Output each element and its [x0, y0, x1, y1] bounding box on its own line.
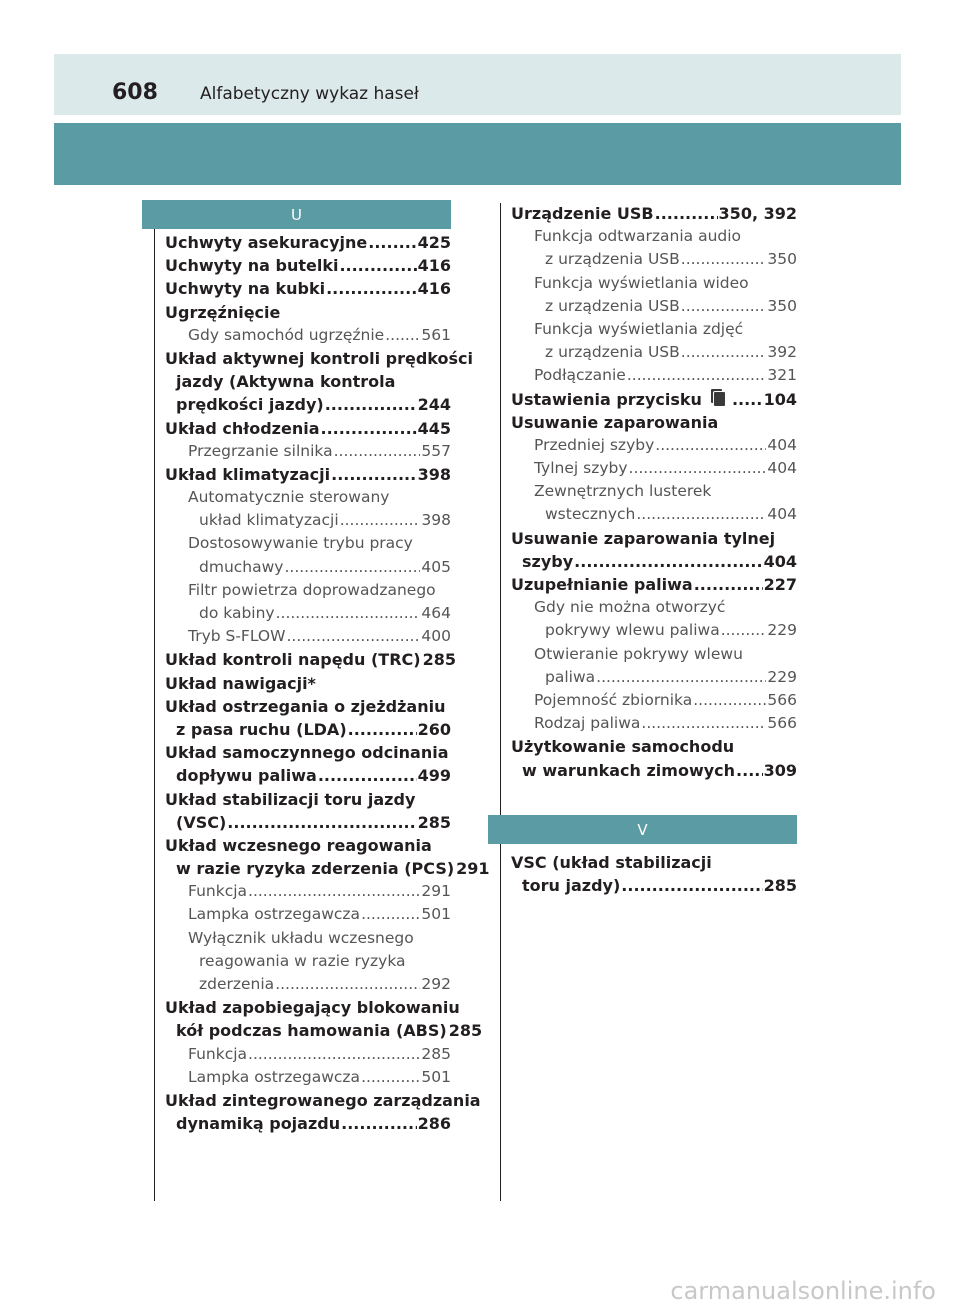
leader-dots — [341, 1112, 416, 1135]
index-column-right-v — [511, 851, 797, 897]
index-entry — [511, 689, 797, 712]
entry-text: Użytkowanie samochodu — [511, 737, 735, 757]
entry-text: Tryb S-FLOW — [188, 627, 286, 646]
index-entry — [165, 532, 451, 555]
leader-dots — [368, 231, 416, 254]
index-entry — [165, 625, 451, 648]
page-title: Alfabetyczny wykaz haseł — [200, 84, 419, 104]
entry-text: Rodzaj paliwa — [534, 714, 641, 733]
entry-page-number: 445 — [417, 418, 451, 438]
index-entry — [165, 277, 451, 300]
leader-dots — [621, 874, 762, 897]
entry-page-number: 501 — [421, 1067, 451, 1086]
leader-dots — [655, 202, 718, 225]
leader-dots — [694, 573, 763, 596]
leader-dots — [276, 602, 421, 625]
index-entry — [165, 556, 451, 579]
index-entry — [165, 1112, 451, 1135]
entry-page-number: 309 — [763, 760, 797, 780]
entry-page-number: 501 — [421, 905, 451, 924]
index-entry — [165, 811, 451, 834]
leader-dots — [693, 689, 766, 712]
index-entry — [165, 834, 451, 857]
index-entry — [165, 602, 451, 625]
index-entry — [165, 324, 451, 347]
entry-text: Układ nawigacji* — [165, 673, 316, 693]
index-entry — [165, 1043, 451, 1066]
index-column-left — [165, 231, 490, 1135]
leader-dots — [348, 718, 417, 741]
index-entry — [165, 927, 451, 950]
index-entry — [165, 880, 451, 903]
index-entry — [511, 735, 797, 758]
leader-dots — [721, 619, 767, 642]
entry-page-number: 392 — [767, 343, 797, 362]
index-entry — [165, 347, 473, 370]
entry-text: Gdy nie można otworzyć — [534, 598, 726, 617]
entry-text: z urządzenia USB — [545, 343, 680, 362]
entry-text: dopływu paliwa — [176, 766, 317, 786]
index-entry — [165, 672, 451, 695]
entry-text: paliwa — [545, 667, 596, 686]
index-entry — [165, 417, 451, 440]
entry-text: w warunkach zimowych — [522, 760, 736, 780]
index-entry — [511, 596, 797, 619]
entry-text: Automatycznie sterowany — [188, 488, 390, 507]
entry-text: Uchwyty asekuracyjne — [165, 233, 368, 252]
entry-text: Układ aktywnej kontroli prędkości — [165, 348, 473, 368]
leader-dots — [227, 811, 416, 834]
entry-text: Ustawienia przycisku — [511, 389, 702, 409]
leader-dots — [574, 550, 762, 573]
index-entry — [511, 851, 797, 874]
entry-page-number: 291 — [456, 859, 490, 879]
entry-page-number: 321 — [767, 366, 797, 385]
entry-page-number: 416 — [417, 279, 451, 299]
index-entry — [511, 411, 797, 434]
leader-dots — [681, 341, 767, 364]
entry-text: Tylnej szyby — [534, 459, 628, 478]
index-entry — [511, 364, 797, 387]
index-entry — [511, 272, 797, 295]
index-entry — [165, 857, 490, 880]
entry-page-number: 285 — [763, 876, 797, 896]
leader-dots — [331, 463, 416, 486]
entry-text: Przedniej szyby — [534, 435, 655, 454]
entry-text: Układ stabilizacji toru jazdy — [165, 789, 416, 809]
entry-page-number: 350 — [767, 250, 797, 269]
entry-text: Uchwyty na butelki — [165, 256, 339, 276]
entry-page-number: 398 — [417, 464, 451, 484]
index-entry — [511, 341, 797, 364]
index-column-right — [511, 202, 797, 782]
leader-dots — [629, 457, 767, 480]
entry-text: Układ zapobiegający blokowaniu — [165, 998, 460, 1018]
entry-page-number: 404 — [767, 459, 797, 478]
entry-page-number: 227 — [763, 575, 797, 594]
entry-text: Ugrzęźnięcie — [165, 302, 281, 322]
entry-page-number: 404 — [767, 505, 797, 524]
entry-page-number: 405 — [421, 557, 451, 576]
index-entry — [165, 996, 460, 1019]
index-entry — [165, 1019, 483, 1042]
watermark-text: carmanualsonline.info — [670, 1277, 936, 1305]
entry-page-number: 404 — [763, 551, 797, 571]
leader-dots — [361, 1066, 420, 1089]
index-entry — [165, 695, 451, 718]
entry-text: Uchwyty na kubki — [165, 279, 326, 299]
entry-page-number: 350, 392 — [718, 204, 797, 223]
index-entry — [511, 503, 797, 526]
index-entry — [511, 619, 797, 642]
entry-text: Układ samoczynnego odcinania — [165, 743, 449, 763]
index-entry — [511, 643, 797, 666]
leader-dots — [284, 556, 420, 579]
index-entry — [511, 480, 797, 503]
section-heading-u: U — [142, 200, 451, 229]
leader-dots — [732, 388, 763, 411]
page-number: 608 — [112, 80, 158, 105]
entry-page-number: 260 — [417, 719, 451, 739]
index-entry — [165, 764, 451, 787]
index-entry — [165, 393, 451, 416]
index-entry — [511, 759, 797, 782]
entry-text: Usuwanie zaparowania tylnej — [511, 528, 776, 548]
entry-page-number: 229 — [767, 667, 797, 686]
leader-dots — [275, 973, 420, 996]
entry-text: Układ klimatyzacji — [165, 464, 331, 484]
leader-dots — [320, 417, 416, 440]
index-entry — [165, 903, 451, 926]
entry-page-number: 104 — [763, 389, 797, 409]
index-entry — [511, 550, 797, 573]
entry-text: Układ ostrzegania o zjeżdżaniu — [165, 696, 446, 716]
entry-page-number: 404 — [767, 435, 797, 454]
leader-dots — [248, 1043, 420, 1066]
entry-page-number: 285 — [421, 1044, 451, 1063]
entry-text: wstecznych — [545, 505, 636, 524]
entry-page-number: 286 — [417, 1114, 451, 1134]
entry-text: w razie ryzyka zderzenia (PCS) — [176, 859, 455, 879]
entry-text: kół podczas hamowania (ABS) — [176, 1021, 447, 1041]
index-entry — [511, 225, 797, 248]
entry-text: z urządzenia USB — [545, 250, 680, 269]
entry-text: Urządzenie USB — [511, 204, 654, 223]
entry-page-number: 425 — [417, 233, 451, 252]
index-entry — [511, 248, 797, 271]
left-column-rule — [154, 228, 155, 1201]
entry-text: Dostosowywanie trybu pracy — [188, 534, 413, 553]
entry-text: dynamiką pojazdu — [176, 1114, 341, 1134]
index-entry — [511, 666, 797, 689]
index-entry — [165, 463, 451, 486]
index-entry — [165, 1089, 481, 1112]
leader-dots — [326, 277, 417, 300]
entry-text: VSC (układ stabilizacji — [511, 853, 712, 872]
leader-dots — [596, 666, 766, 689]
header-band — [54, 123, 901, 185]
entry-text: zderzenia — [199, 975, 275, 993]
index-entry — [511, 434, 797, 457]
leader-dots — [385, 324, 420, 347]
index-entry — [511, 527, 797, 550]
index-entry — [165, 254, 451, 277]
index-entry — [165, 648, 456, 671]
entry-page-number: 561 — [421, 325, 451, 344]
index-entry — [511, 874, 797, 897]
entry-text: z pasa ruchu (LDA) — [176, 719, 347, 739]
section-heading-v: V — [488, 815, 797, 844]
entry-page-number: 416 — [417, 256, 451, 276]
entry-text: Przegrzanie silnika — [188, 441, 333, 460]
leader-dots — [334, 440, 421, 463]
entry-text: do kabiny — [199, 604, 275, 622]
leader-dots — [286, 625, 420, 648]
entry-text: jazdy (Aktywna kontrola — [176, 372, 396, 392]
entry-page-number: 464 — [421, 604, 451, 622]
entry-text: z urządzenia USB — [545, 296, 680, 315]
index-entry — [511, 573, 797, 596]
leader-dots — [641, 712, 766, 735]
entry-text: toru jazdy) — [522, 876, 621, 896]
index-entry — [511, 295, 797, 318]
entry-page-number: 229 — [767, 621, 797, 640]
index-entry — [165, 950, 451, 973]
entry-text: Układ zintegrowanego zarządzania — [165, 1090, 481, 1110]
leader-dots — [248, 880, 420, 903]
entry-text: (VSC) — [176, 812, 227, 832]
entry-text: Funkcja wyświetlania zdjęć — [534, 319, 744, 338]
index-entry — [165, 301, 451, 324]
entry-page-number: 244 — [417, 395, 451, 415]
index-entry — [511, 388, 797, 411]
entry-text: Funkcja wyświetlania wideo — [534, 273, 749, 292]
index-entry — [165, 231, 451, 254]
entry-text: Zewnętrznych lusterek — [534, 482, 712, 501]
index-entry — [165, 509, 451, 532]
entry-text: Funkcja — [188, 1044, 248, 1063]
entry-page-number: 292 — [421, 975, 451, 993]
entry-text: Lampka ostrzegawcza — [188, 1067, 361, 1086]
entry-text: Uzupełnianie paliwa — [511, 575, 693, 594]
entry-text: Układ kontroli napędu (TRC) — [165, 650, 421, 670]
index-entry — [165, 1066, 451, 1089]
entry-text: Usuwanie zaparowania — [511, 412, 719, 432]
leader-dots — [361, 903, 420, 926]
index-entry — [511, 202, 797, 225]
leader-dots — [627, 364, 767, 387]
entry-page-number: 557 — [421, 441, 451, 460]
leader-dots — [655, 434, 766, 457]
entry-text: Gdy samochód ugrzęźnie — [188, 325, 385, 344]
leader-dots — [681, 248, 767, 271]
entry-page-number: 285 — [417, 812, 451, 832]
leader-dots — [340, 509, 421, 532]
entry-text: Układ chłodzenia — [165, 418, 320, 438]
entry-text: Układ wczesnego reagowania — [165, 835, 432, 855]
entry-text: Funkcja — [188, 882, 248, 901]
index-entry — [165, 788, 451, 811]
index-entry — [165, 741, 451, 764]
entry-text: Wyłącznik układu wczesnego — [188, 928, 414, 947]
entry-page-number: 566 — [767, 714, 797, 733]
entry-page-number: 350 — [767, 296, 797, 315]
entry-text: Otwieranie pokrywy wlewu — [534, 644, 743, 663]
index-entry — [165, 718, 451, 741]
leader-dots — [318, 764, 417, 787]
entry-text: Lampka ostrzegawcza — [188, 905, 361, 924]
entry-page-number: 566 — [767, 690, 797, 709]
leader-dots — [736, 759, 763, 782]
index-entry — [165, 370, 451, 393]
entry-text: dmuchawy — [199, 557, 284, 576]
entry-page-number: 291 — [421, 882, 451, 901]
index-entry — [511, 712, 797, 735]
entry-text: pokrywy wlewu paliwa — [545, 621, 720, 640]
entry-text: szyby — [522, 551, 574, 571]
index-entry — [165, 973, 451, 996]
leader-dots — [339, 254, 416, 277]
entry-page-number: 285 — [422, 650, 456, 670]
entry-text: Funkcja odtwarzania audio — [534, 227, 742, 246]
leader-dots — [325, 393, 417, 416]
index-entry — [165, 579, 451, 602]
index-entry — [511, 457, 797, 480]
entry-text: układ klimatyzacji — [199, 511, 339, 530]
copy-pages-icon — [710, 388, 725, 405]
entry-page-number: 285 — [448, 1021, 483, 1041]
entry-text: Podłączanie — [534, 366, 626, 385]
entry-text: Pojemność zbiornika — [534, 690, 693, 709]
entry-page-number: 398 — [421, 511, 451, 530]
index-entry — [165, 440, 451, 463]
entry-text: Filtr powietrza doprowadzanego — [188, 580, 436, 599]
entry-page-number: 499 — [417, 766, 451, 786]
header-strip — [54, 54, 901, 115]
entry-text: reagowania w razie ryzyka — [199, 951, 406, 970]
entry-page-number: 400 — [421, 627, 451, 646]
index-entry — [165, 486, 451, 509]
leader-dots — [681, 295, 767, 318]
right-column-rule — [500, 203, 501, 1201]
entry-text: prędkości jazdy) — [176, 395, 324, 415]
index-entry — [511, 318, 797, 341]
leader-dots — [636, 503, 766, 526]
